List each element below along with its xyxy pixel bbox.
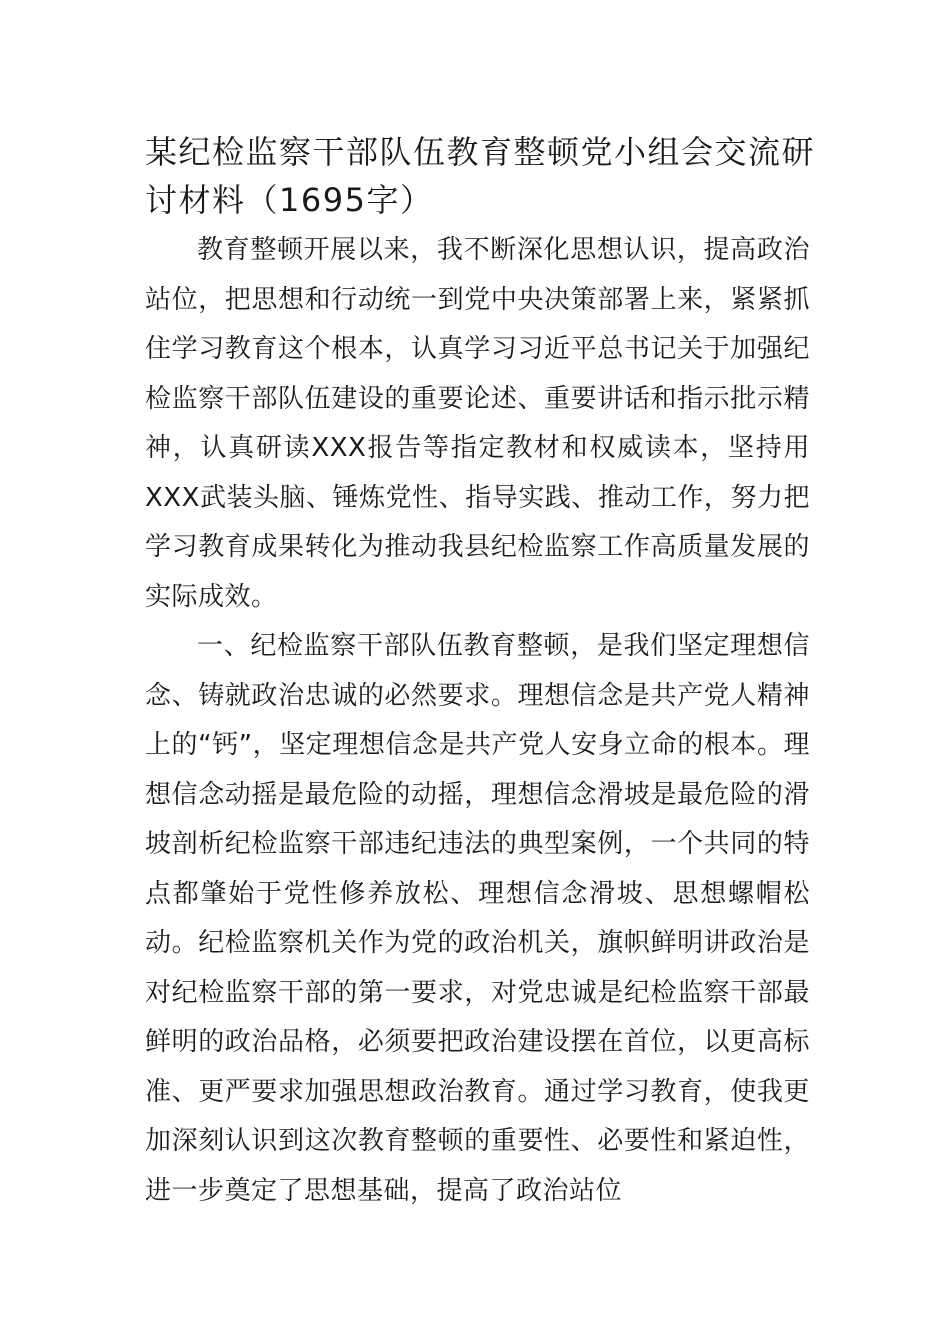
paragraph-intro: 教育整顿开展以来，我不断深化思想认识，提高政治站位，把思想和行动统一到党中央决策部署上来，紧紧抓住学习教育这个根本，认真学习习近平总书记关于加强纪检监察干部队伍建设的重要论述、重要讲话和指示批示精神，认真研读XXX报告等指定教材和权威读本，坚持用XXX武装头脑、锤炼党性、指导实践、推动工作，努力把学习教育成果转化为推动我县纪检监察工作高质量发展的实际成效。	[145, 235, 810, 612]
document-body	[145, 226, 810, 1216]
paragraph-section-one: 一、纪检监察干部队伍教育整顿，是我们坚定理想信念、铸就政治忠诚的必然要求。理想信念是共产党人精神上的“钙”，坚定理想信念是共产党人安身立命的根本。理想信念动摇是最危险的动摇，理想信念滑坡是最危险的滑坡剖析纪检监察干部违纪违法的典型案例，一个共同的特点都肇始于党性修养放松、理想信念滑坡、思想螺帽松动。纪检监察机关作为党的政治机关，旗帜鲜明讲政治是对纪检监察干部的第一要求，对党忠诚是纪检监察干部最鲜明的政治品格，必须要把政治建设摆在首位，以更高标准、更严要求加强思想政治教育。通过学习教育，使我更加深刻认识到这次教育整顿的重要性、必要性和紧迫性，进一步奠定了思想基础，提高了政治站位	[145, 631, 810, 1206]
document-title: 某纪检监察干部队伍教育整顿党小组会交流研讨材料（1695字）	[145, 133, 816, 219]
